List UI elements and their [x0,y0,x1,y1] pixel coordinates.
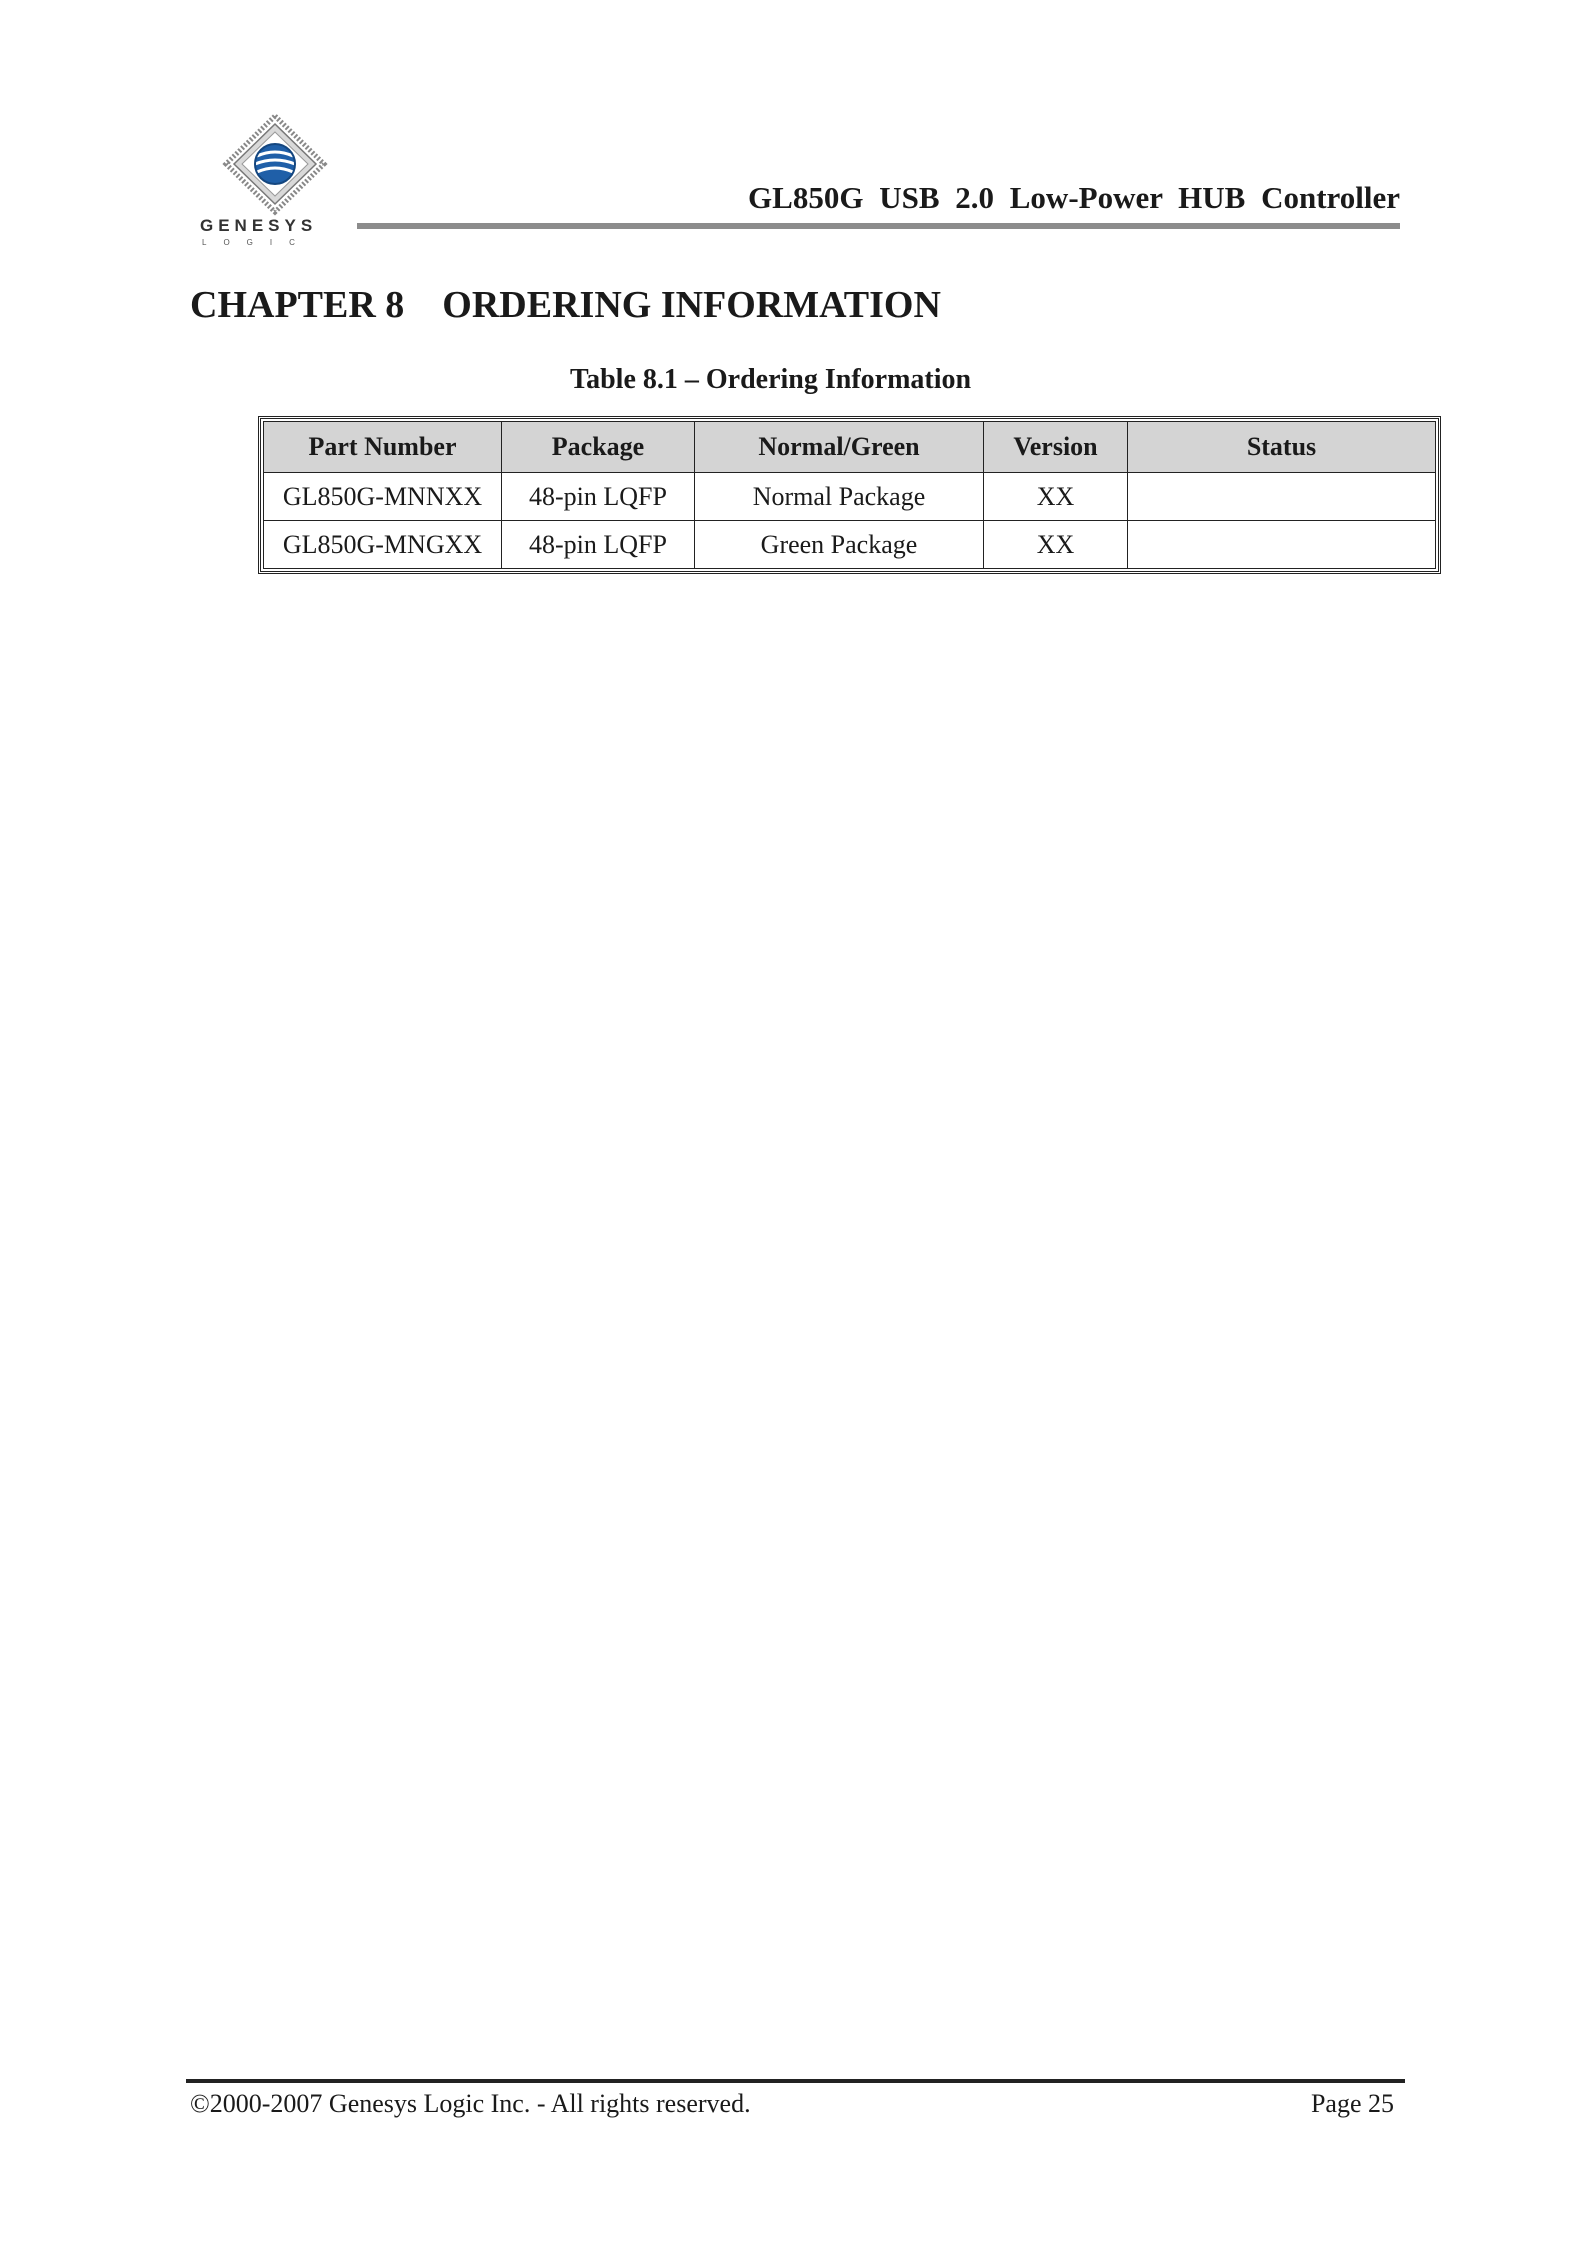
footer-copyright: ©2000-2007 Genesys Logic Inc. - All rights reserved. [190,2089,751,2118]
header-status: Status [1128,422,1436,473]
header-version: Version [984,422,1128,473]
ordering-table-frame [258,416,1441,574]
page-header [200,112,1400,257]
table-row [264,473,1436,521]
header-divider [357,223,1400,229]
footer-page-number: Page 25 [1310,2089,1394,2118]
cell-version: XX [984,521,1128,569]
cell-version: XX [984,473,1128,521]
table-header-row [264,422,1436,473]
ordering-table [263,421,1436,569]
logo-wordmark: GENESYS [200,216,318,235]
logo-subtitle: LOGIC [202,238,312,247]
cell-normal-green: Normal Package [695,473,984,521]
header-package: Package [502,422,695,473]
cell-status [1128,473,1436,521]
footer-divider [186,2079,1405,2083]
table-row [264,521,1436,569]
cell-normal-green: Green Package [695,521,984,569]
header-part-number: Part Number [264,422,502,473]
cell-status [1128,521,1436,569]
genesys-chip-logo-icon [210,112,340,216]
chapter-title: ORDERING INFORMATION [442,284,941,326]
chapter-number: CHAPTER 8 [190,284,405,326]
cell-part-number: GL850G-MNNXX [264,473,502,521]
cell-package: 48-pin LQFP [502,521,695,569]
header-normal-green: Normal/Green [695,422,984,473]
cell-part-number: GL850G-MNGXX [264,521,502,569]
chapter-heading [190,283,941,327]
cell-package: 48-pin LQFP [502,473,695,521]
table-caption: Table 8.1 – Ordering Information [570,364,972,395]
document-title: GL850G USB 2.0 Low-Power HUB Controller [748,180,1400,215]
